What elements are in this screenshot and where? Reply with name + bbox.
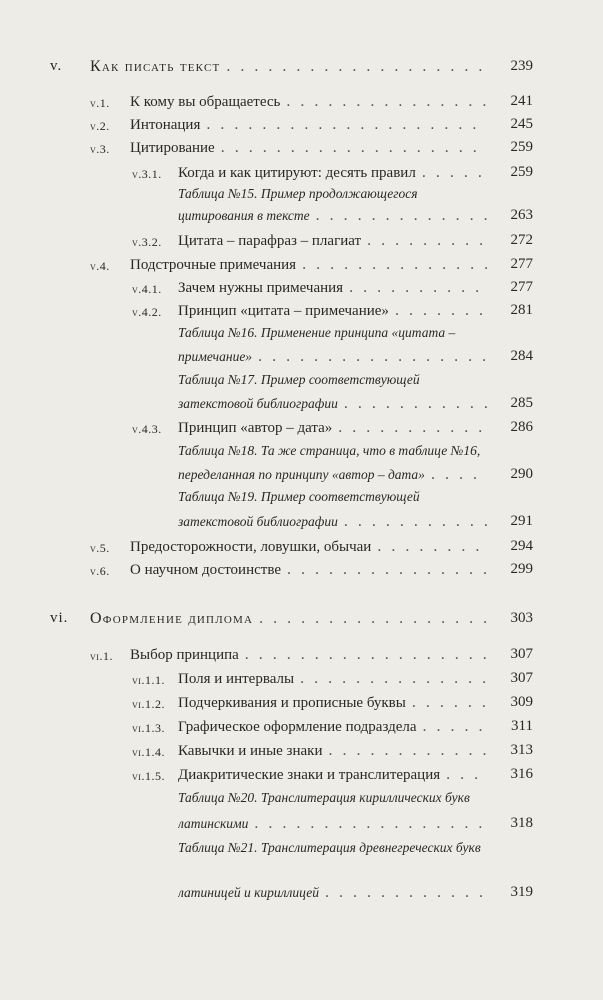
toc-entry-number: v.2.: [90, 119, 110, 133]
toc-entry-text: [130, 646, 493, 664]
toc-entry-text: [178, 466, 493, 484]
toc-entry: [0, 840, 603, 864]
toc-entry-text: [178, 670, 493, 688]
toc-entry-title: Цитирование: [130, 140, 215, 156]
toc-entry: [0, 207, 603, 231]
toc-entry-number: vi.1.1.: [132, 673, 165, 687]
toc-entry-page: 284: [510, 348, 533, 364]
toc-entry-title: затекстовой библиографии: [178, 396, 338, 411]
toc-entry-number: v.6.: [90, 564, 110, 578]
toc-entry-text: [130, 139, 493, 157]
toc-entry-title: Таблица №18. Та же страница, что в таблице №16,: [178, 443, 481, 458]
toc-entry-title: примечание»: [178, 349, 253, 364]
toc-entry-title: Таблица №16. Применение принципа «цитата –: [178, 325, 456, 340]
toc-entry-text: [178, 766, 493, 784]
toc-entry-text: [90, 610, 493, 628]
toc-entry: [0, 443, 603, 467]
leader-dots: [423, 718, 487, 736]
toc-entry-number: vi.: [50, 610, 69, 626]
toc-entry-page: 239: [510, 58, 533, 74]
toc-entry-page: 245: [510, 116, 533, 132]
toc-entry-text: [178, 694, 493, 712]
toc-entry-number: vi.1.: [90, 649, 113, 663]
toc-entry-title: Таблица №15. Пример продолжающегося: [178, 186, 418, 201]
toc-entry: [0, 466, 603, 490]
toc-entry-text: [178, 742, 493, 760]
toc-entry: [0, 232, 603, 256]
toc-entry-page: 307: [510, 646, 533, 662]
toc-entry: [0, 395, 603, 419]
toc-entry-number: vi.1.5.: [132, 769, 165, 783]
toc-entry: [0, 279, 603, 303]
toc-entry-title: Подчеркивания и прописные буквы: [178, 695, 406, 711]
toc-entry-number: v.4.: [90, 259, 110, 273]
toc-entry: [0, 513, 603, 537]
toc-entry-page: 286: [510, 419, 533, 435]
leader-dots: [328, 742, 487, 760]
toc-entry-number: vi.1.3.: [132, 721, 165, 735]
toc-entry-text: [178, 395, 493, 413]
toc-entry-title: цитирования в тексте: [178, 208, 310, 223]
toc-entry-text: [178, 164, 493, 182]
toc-entry-number: v.4.3.: [132, 422, 162, 436]
toc-entry: [0, 718, 603, 742]
leader-dots: [226, 58, 487, 76]
toc-entry-title: Принцип «цитата – примечание»: [178, 303, 389, 319]
toc-entry-title: латиницей и кириллицей: [178, 885, 319, 900]
leader-dots: [431, 466, 487, 484]
leader-dots: [349, 279, 487, 297]
toc-entry-number: vi.1.2.: [132, 697, 165, 711]
toc-entry-text: [178, 443, 543, 459]
toc-entry-title: Предосторожности, ловушки, обычаи: [130, 539, 372, 555]
toc-entry-number: v.4.1.: [132, 282, 162, 296]
toc-entry: [0, 139, 603, 163]
leader-dots: [422, 164, 487, 182]
toc-entry: [0, 164, 603, 188]
toc-entry-title: Графическое оформление подраздела: [178, 719, 417, 735]
toc-entry-text: [178, 815, 493, 833]
leader-dots: [344, 513, 487, 531]
toc-entry: [0, 766, 603, 790]
toc-entry-title: переделанная по принципу «автор – дата»: [178, 467, 425, 482]
toc-entry: [0, 815, 603, 839]
toc-entry: [0, 419, 603, 443]
leader-dots: [302, 256, 487, 274]
toc-entry: [0, 256, 603, 280]
leader-dots: [286, 93, 487, 111]
toc-entry-title: К кому вы обращаетесь: [130, 94, 281, 110]
toc-entry-title: Кавычки и иные знаки: [178, 743, 323, 759]
toc-entry: [0, 93, 603, 117]
toc-entry-page: 277: [510, 256, 533, 272]
toc-entry-text: [130, 561, 493, 579]
leader-dots: [325, 884, 487, 902]
toc-entry-page: 294: [510, 538, 533, 554]
toc-entry-text: [178, 884, 493, 902]
toc-entry-page: 259: [510, 164, 533, 180]
leader-dots: [344, 395, 487, 413]
toc-entry-page: 277: [510, 279, 533, 295]
leader-dots: [206, 116, 487, 134]
toc-entry-text: [130, 93, 493, 111]
toc-entry-page: 272: [510, 232, 533, 248]
leader-dots: [300, 670, 487, 688]
toc-entry-page: 263: [510, 207, 533, 223]
leader-dots: [367, 232, 487, 250]
toc-entry-number: v.3.: [90, 142, 110, 156]
toc-entry-text: [178, 186, 543, 202]
toc-entry-text: [178, 302, 493, 320]
toc-entry-text: [178, 513, 493, 531]
toc-entry-text: [130, 256, 493, 274]
toc-entry-number: v.: [50, 58, 63, 74]
toc-entry-page: 316: [510, 766, 533, 782]
leader-dots: [258, 348, 487, 366]
toc-entry-page: 309: [510, 694, 533, 710]
toc-entry-title: Оформление диплома: [90, 610, 254, 627]
toc-entry-title: О научном достоинстве: [130, 562, 281, 578]
toc-entry: [0, 694, 603, 718]
toc-entry: [0, 348, 603, 372]
toc-entry-number: v.4.2.: [132, 305, 162, 319]
toc-entry-page: 291: [510, 513, 533, 529]
toc-entry-page: 259: [510, 139, 533, 155]
toc-entry-page: 281: [510, 302, 533, 318]
leader-dots: [412, 694, 487, 712]
toc-entry-text: [178, 232, 493, 250]
toc-entry-page: 299: [510, 561, 533, 577]
toc-entry-title: Выбор принципа: [130, 647, 239, 663]
toc-entry-text: [130, 116, 493, 134]
toc-entry: [0, 610, 603, 634]
leader-dots: [377, 538, 487, 556]
toc-entry: [0, 790, 603, 814]
toc-entry-title: латинскими: [178, 816, 249, 831]
toc-entry-text: [178, 840, 543, 856]
toc-entry-title: Таблица №21. Транслитерация древнегреческих букв: [178, 840, 481, 855]
toc-entry-title: Подстрочные примечания: [130, 257, 297, 273]
leader-dots: [287, 561, 487, 579]
toc-entry-title: Таблица №17. Пример соответствующей: [178, 372, 420, 387]
toc-entry-page: 319: [510, 884, 533, 900]
toc-entry-number: v.1.: [90, 96, 110, 110]
leader-dots: [259, 610, 487, 628]
toc-entry-text: [178, 372, 543, 388]
toc-entry-title: затекстовой библиографии: [178, 514, 338, 529]
toc-entry-page: 307: [510, 670, 533, 686]
toc-entry-number: vi.1.4.: [132, 745, 165, 759]
toc-entry: [0, 116, 603, 140]
toc-entry: [0, 302, 603, 326]
toc-entry: [0, 372, 603, 396]
toc-entry-title: Как писать текст: [90, 58, 221, 75]
toc-entry-number: v.5.: [90, 541, 110, 555]
toc-entry: [0, 742, 603, 766]
toc-entry-text: [130, 538, 493, 556]
toc-entry-text: [178, 718, 493, 736]
toc-entry-title: Цитата – парафраз – плагиат: [178, 233, 362, 249]
toc-entry-title: Принцип «автор – дата»: [178, 420, 333, 436]
toc-entry-text: [178, 325, 543, 341]
toc-entry: [0, 58, 603, 82]
toc-entry: [0, 561, 603, 585]
toc-entry-page: 311: [511, 718, 533, 734]
toc-entry-text: [178, 419, 493, 437]
toc-entry-page: 241: [510, 93, 533, 109]
leader-dots: [446, 766, 487, 784]
toc-entry-text: [178, 279, 493, 297]
toc-entry-page: 313: [510, 742, 533, 758]
toc-entry-title: Таблица №19. Пример соответствующей: [178, 489, 420, 504]
toc-entry-title: Поля и интервалы: [178, 671, 295, 687]
toc-entry-text: [178, 207, 493, 225]
toc-entry-text: [178, 348, 493, 366]
toc-entry-title: Когда и как цитируют: десять правил: [178, 165, 416, 181]
toc-entry-title: Интонация: [130, 117, 201, 133]
toc-entry-title: Зачем нужны примечания: [178, 280, 344, 296]
toc-entry-page: 290: [510, 466, 533, 482]
toc-entry: [0, 670, 603, 694]
toc-entry-page: 318: [510, 815, 533, 831]
toc-entry-title: Таблица №20. Транслитерация кириллических букв: [178, 790, 470, 805]
leader-dots: [395, 302, 487, 320]
toc-entry: [0, 646, 603, 670]
toc-entry: [0, 489, 603, 513]
leader-dots: [316, 207, 487, 225]
toc-entry-text: [178, 489, 543, 505]
toc-entry-page: 303: [510, 610, 533, 626]
toc-entry-number: v.3.2.: [132, 235, 162, 249]
toc-entry: [0, 325, 603, 349]
toc-entry-title: Диакритические знаки и транслитерация: [178, 767, 441, 783]
leader-dots: [338, 419, 487, 437]
leader-dots: [245, 646, 487, 664]
leader-dots: [254, 815, 487, 833]
toc-entry-number: v.3.1.: [132, 167, 162, 181]
toc-entry-text: [178, 790, 543, 806]
toc-entry: [0, 884, 603, 908]
leader-dots: [221, 139, 487, 157]
toc-entry-page: 285: [510, 395, 533, 411]
toc-entry-text: [90, 58, 493, 76]
toc-entry: [0, 538, 603, 562]
